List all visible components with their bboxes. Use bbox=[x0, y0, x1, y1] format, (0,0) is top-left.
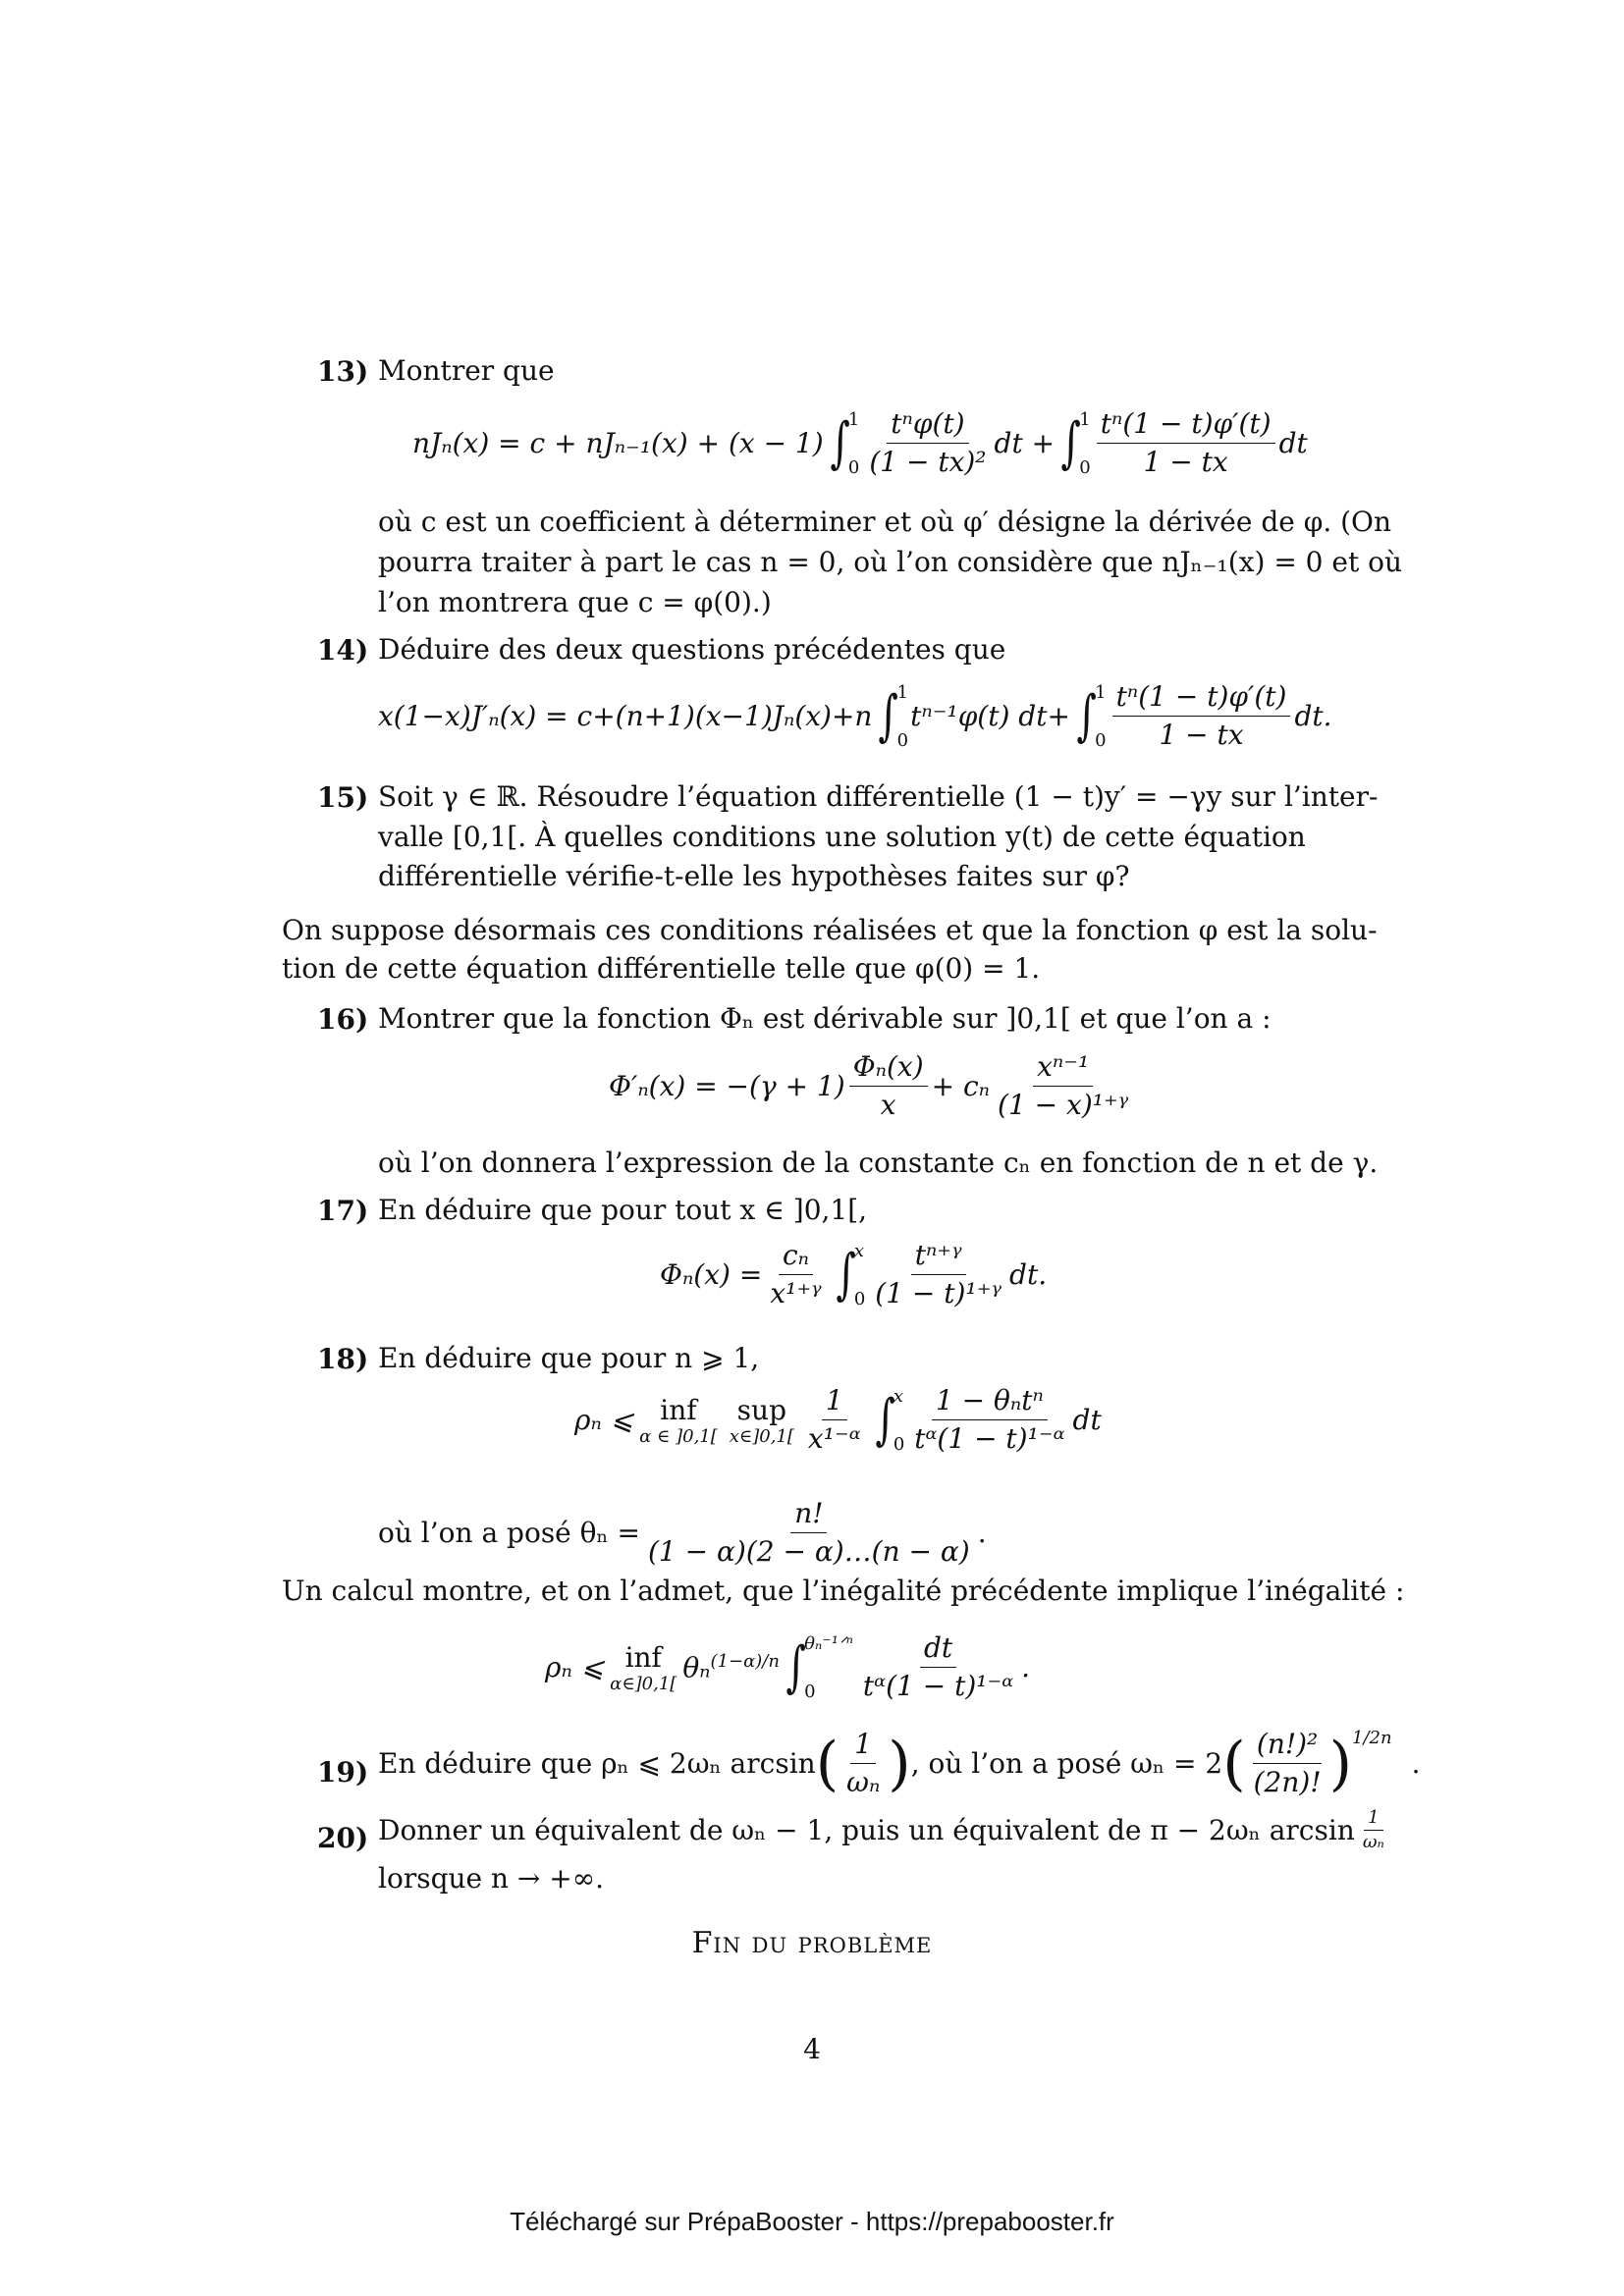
int-lower: 0 bbox=[853, 1288, 866, 1309]
question-16-intro: Montrer que la fonction Φₙ est dérivable sur ]0,1[ et que l’on a : bbox=[378, 1002, 1272, 1035]
frac-den: (1 − α)(2 − α)…(n − α) bbox=[647, 1535, 970, 1568]
frac-num: n! bbox=[790, 1497, 827, 1533]
eq13-frac1 bbox=[865, 407, 990, 479]
sup-under: x∈]0,1[ bbox=[729, 1425, 794, 1447]
question-number-15: 15) bbox=[317, 781, 369, 814]
end-title: Fin du problème bbox=[691, 1926, 933, 1960]
right-paren-icon: ) bbox=[1328, 1729, 1352, 1798]
q15-text-line-3: différentielle vérifie-t-elle les hypothèses faites sur φ? bbox=[378, 860, 1130, 892]
frac-num: 1 bbox=[850, 1728, 876, 1764]
q15-text-line-2: valle [0,1[. À quelles conditions une solution y(t) de cette équation bbox=[378, 821, 1306, 853]
eq17-frac1 bbox=[766, 1239, 825, 1310]
eq18-inf bbox=[639, 1394, 718, 1447]
int-lower: 0 bbox=[804, 1681, 816, 1702]
integral-sign-icon: ∫ x 0 bbox=[875, 1385, 905, 1455]
q20-frac bbox=[1359, 1808, 1388, 1852]
frac-num: dt bbox=[920, 1631, 956, 1668]
question-number-18: 18) bbox=[317, 1343, 369, 1375]
q13-text-line-1: où c est un coefficient à déterminer et où φ′ désigne la dérivée de φ. (On bbox=[378, 506, 1392, 538]
frac-den: (1 − t)¹⁺ᵞ bbox=[875, 1277, 1002, 1309]
eq18-frac2 bbox=[910, 1384, 1068, 1456]
frac-num: tⁿ⁺ᵞ bbox=[911, 1239, 966, 1275]
frac-num: (n!)² bbox=[1253, 1728, 1322, 1764]
footer-download-link[interactable]: Téléchargé sur PrépaBooster - https://prepabooster.fr bbox=[510, 2207, 1114, 2236]
integral-sign-icon: ∫ 1 0 bbox=[878, 681, 909, 751]
inf-under: α ∈ ]0,1[ bbox=[639, 1425, 718, 1447]
question-number-14: 14) bbox=[317, 634, 369, 667]
int-upper: 1 bbox=[1079, 408, 1091, 430]
sup-label: sup bbox=[736, 1393, 786, 1426]
inf-label: inf bbox=[624, 1640, 662, 1674]
eq18-lhs: ρₙ ⩽ bbox=[574, 1404, 634, 1436]
int-upper: 1 bbox=[1095, 681, 1107, 703]
equation-16 bbox=[609, 1050, 1136, 1122]
question-number-13: 13) bbox=[317, 355, 369, 388]
question-20-line-1 bbox=[378, 1808, 1392, 1852]
eq2-inf bbox=[610, 1641, 677, 1694]
eq16-frac1 bbox=[849, 1050, 928, 1122]
eq17-dt: dt. bbox=[1009, 1258, 1048, 1291]
eq18-dt: dt bbox=[1072, 1404, 1102, 1436]
integral-sign-icon: ∫ x 0 bbox=[836, 1240, 866, 1309]
frac-num: tⁿ(1 − t)φ′(t) bbox=[1097, 407, 1275, 444]
question-17-intro: En déduire que pour tout x ∈ ]0,1[, bbox=[378, 1194, 868, 1226]
q15-text-line-1: Soit γ ∈ ℝ. Résoudre l’équation différentielle (1 − t)y′ = −γy sur l’inter- bbox=[378, 780, 1379, 813]
equation-14 bbox=[378, 680, 1332, 752]
question-13-intro: Montrer que bbox=[378, 354, 555, 387]
inf-under: α∈]0,1[ bbox=[610, 1673, 677, 1694]
page-number: 4 bbox=[803, 2033, 821, 2065]
frac-den: x¹⁻ᵅ bbox=[807, 1422, 861, 1455]
paragraph-1-line-2: tion de cette équation différentielle telle que φ(0) = 1. bbox=[282, 952, 1041, 985]
integral-sign-icon: ∫ 1 0 bbox=[830, 408, 860, 478]
q13-text-line-3: l’on montrera que c = φ(0).) bbox=[378, 586, 772, 618]
eq14-frac bbox=[1112, 680, 1291, 752]
question-number-17: 17) bbox=[317, 1195, 369, 1227]
frac-den: (1 − x)¹⁺ᵞ bbox=[998, 1089, 1129, 1121]
frac-num: tⁿφ(t) bbox=[887, 407, 968, 444]
int-upper: 1 bbox=[847, 408, 860, 430]
frac-num: cₙ bbox=[779, 1239, 813, 1275]
eq2-frac bbox=[859, 1631, 1017, 1703]
eq14-int1-body: tⁿ⁻¹φ(t) dt+ bbox=[910, 700, 1070, 732]
frac-num: 1 bbox=[822, 1384, 847, 1420]
question-20-line-2: lorsque n → +∞. bbox=[378, 1862, 604, 1895]
equation-17 bbox=[660, 1239, 1047, 1310]
equation-18 bbox=[574, 1384, 1102, 1456]
theta-suffix: . bbox=[977, 1517, 987, 1549]
eq13-lhs: nJₙ(x) = c + nJₙ₋₁(x) + (x − 1) bbox=[412, 427, 824, 459]
integral-sign-icon: ∫ 1 0 bbox=[1060, 408, 1091, 478]
q20-prefix: Donner un équivalent de ωₙ − 1, puis un équivalent de π − 2ωₙ arcsin bbox=[378, 1814, 1355, 1846]
int-upper: θₙ⁻¹ᐟⁿ bbox=[804, 1632, 853, 1654]
frac-num: xⁿ⁻¹ bbox=[1033, 1050, 1093, 1087]
frac-den: 1 − tx bbox=[1159, 719, 1244, 751]
integral-sign-icon: ∫ θₙ⁻¹ᐟⁿ 0 bbox=[785, 1632, 853, 1702]
question-19-line bbox=[378, 1728, 1420, 1799]
paragraph-2: Un calcul montre, et on l’admet, que l’inégalité précédente implique l’inégalité : bbox=[282, 1575, 1405, 1607]
q19-suffix: . bbox=[1411, 1747, 1421, 1780]
int-lower: 0 bbox=[1095, 729, 1107, 751]
q19-exponent: 1/2n bbox=[1352, 1728, 1392, 1748]
eq2-theta bbox=[682, 1651, 780, 1683]
eq16-mid: + cₙ bbox=[931, 1070, 991, 1102]
q19-frac1 bbox=[842, 1728, 884, 1799]
frac-den: tᵅ(1 − t)¹⁻ᵅ bbox=[862, 1670, 1014, 1702]
left-paren-icon: ( bbox=[1222, 1729, 1246, 1798]
eq16-frac2 bbox=[994, 1050, 1132, 1122]
frac-num: 1 bbox=[1364, 1808, 1382, 1831]
theta-exponent: (1−α)/n bbox=[710, 1650, 780, 1672]
question-number-16: 16) bbox=[317, 1003, 369, 1036]
frac-den: ωₙ bbox=[1362, 1832, 1384, 1852]
frac-den: 1 − tx bbox=[1143, 446, 1228, 478]
equation-rho-bound bbox=[545, 1631, 1030, 1703]
frac-num: Φₙ(x) bbox=[849, 1050, 928, 1087]
theta-frac bbox=[644, 1497, 974, 1569]
eq13-frac2 bbox=[1097, 407, 1275, 479]
theta-symbol: θₙ bbox=[682, 1651, 711, 1684]
int-lower: 0 bbox=[896, 729, 909, 751]
eq14-dt: dt. bbox=[1294, 700, 1332, 732]
int-lower: 0 bbox=[893, 1433, 905, 1455]
theta-definition bbox=[378, 1497, 987, 1569]
question-18-intro: En déduire que pour n ⩾ 1, bbox=[378, 1342, 760, 1374]
theta-prefix: où l’on a posé θₙ = bbox=[378, 1517, 640, 1549]
q19-middle: , où l’on a posé ωₙ = 2 bbox=[910, 1747, 1223, 1780]
question-14-intro: Déduire des deux questions précédentes que bbox=[378, 633, 1006, 666]
inf-label: inf bbox=[660, 1393, 697, 1426]
equation-13 bbox=[412, 407, 1308, 479]
eq17-frac2 bbox=[871, 1239, 1005, 1310]
frac-den: tᵅ(1 − t)¹⁻ᵅ bbox=[914, 1422, 1065, 1455]
eq2-lhs: ρₙ ⩽ bbox=[545, 1651, 605, 1683]
int-upper: x bbox=[853, 1240, 864, 1261]
q16-after: où l’on donnera l’expression de la constante cₙ en fonction de n et de γ. bbox=[378, 1147, 1379, 1179]
eq18-frac1 bbox=[804, 1384, 865, 1456]
frac-den: x¹⁺ᵞ bbox=[770, 1277, 822, 1309]
q19-prefix: En déduire que ρₙ ⩽ 2ωₙ arcsin bbox=[378, 1747, 816, 1780]
frac-num: tⁿ(1 − t)φ′(t) bbox=[1112, 680, 1291, 717]
eq16-lhs: Φ′ₙ(x) = −(γ + 1) bbox=[609, 1070, 845, 1102]
frac-den: x bbox=[880, 1089, 896, 1121]
frac-den: (1 − tx)² bbox=[869, 446, 987, 478]
int-lower: 0 bbox=[1079, 456, 1091, 478]
frac-den: (2n)! bbox=[1253, 1766, 1322, 1798]
eq14-lhs: x(1−x)J′ₙ(x) = c+(n+1)(x−1)Jₙ(x)+n bbox=[378, 700, 873, 732]
eq2-suffix: . bbox=[1021, 1651, 1031, 1683]
eq13-dt1: dt + bbox=[994, 427, 1056, 459]
int-upper: x bbox=[893, 1385, 903, 1407]
question-number-19: 19) bbox=[317, 1756, 369, 1789]
eq17-lhs: Φₙ(x) = bbox=[660, 1258, 763, 1291]
q13-text-line-2: pourra traiter à part le cas n = 0, où l’on considère que nJₙ₋₁(x) = 0 et où bbox=[378, 546, 1403, 578]
eq18-sup bbox=[730, 1394, 794, 1447]
right-paren-icon: ) bbox=[888, 1729, 911, 1798]
left-paren-icon: ( bbox=[815, 1729, 839, 1798]
int-upper: 1 bbox=[896, 681, 909, 703]
int-lower: 0 bbox=[847, 456, 860, 478]
integral-sign-icon: ∫ 1 0 bbox=[1076, 681, 1107, 751]
frac-num: 1 − θₙtⁿ bbox=[932, 1384, 1048, 1420]
eq13-dt2: dt bbox=[1278, 427, 1308, 459]
question-number-20: 20) bbox=[317, 1822, 369, 1854]
paragraph-1-line-1: On suppose désormais ces conditions réalisées et que la fonction φ est la solu- bbox=[282, 914, 1378, 946]
frac-den: ωₙ bbox=[846, 1766, 881, 1798]
q19-frac2 bbox=[1250, 1728, 1326, 1799]
